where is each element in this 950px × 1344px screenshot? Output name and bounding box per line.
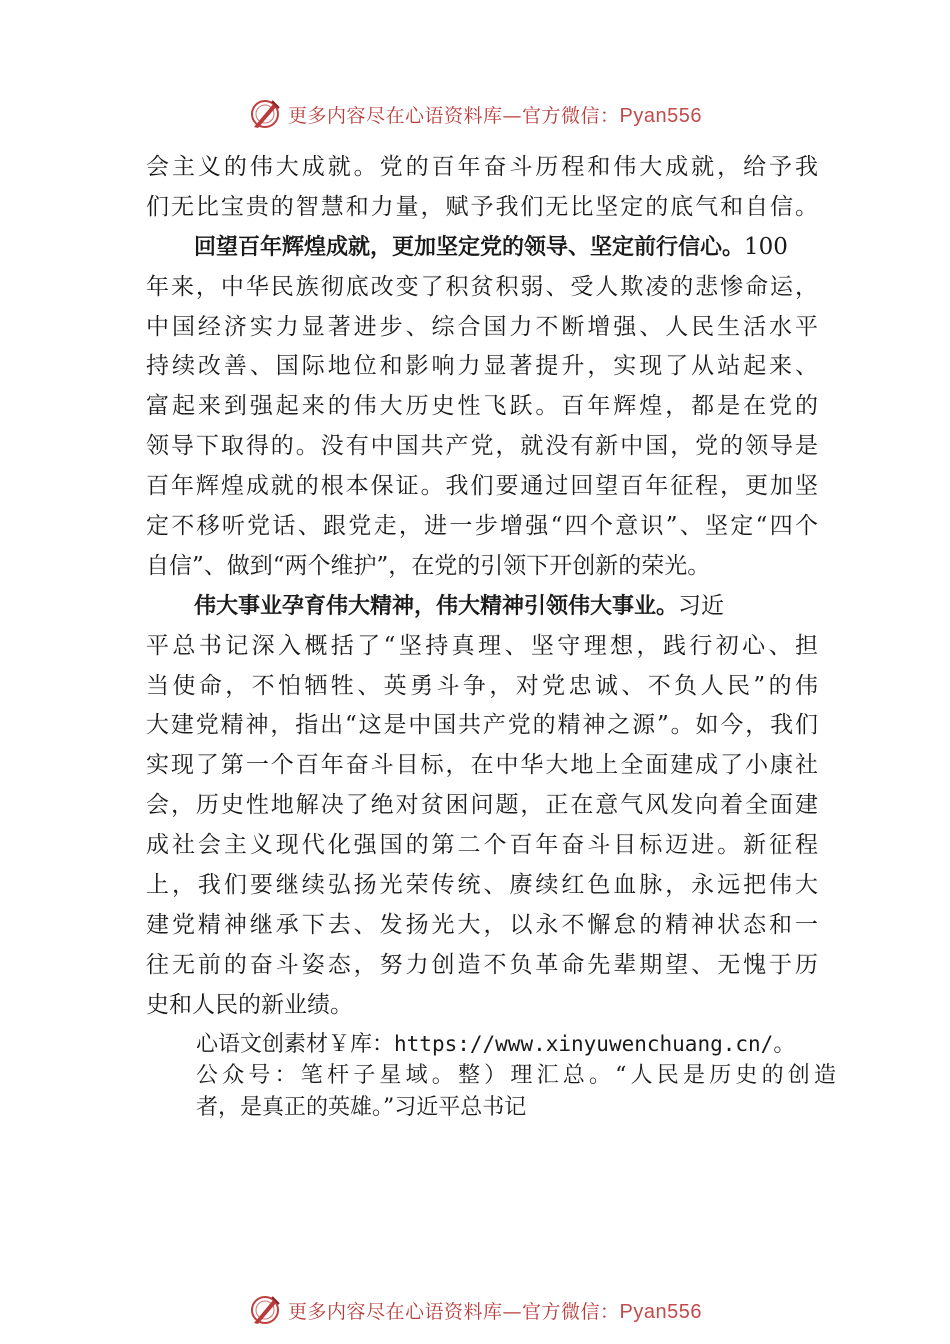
watermark-official: 官方微信： [522, 104, 620, 127]
header-watermark [0, 94, 950, 134]
quill-pen-circle-icon [248, 97, 282, 131]
watermark-text [288, 101, 702, 128]
body-line: 上，我们要继续弘扬光荣传统、赓续红色血脉，永远把伟大 [146, 872, 818, 899]
paragraph-heading-line [146, 587, 818, 627]
body-line: 持续改善、国际地位和影响力显著提升，实现了从站起来、 [146, 353, 818, 380]
body-line: 实现了第一个百年奋斗目标，在中华大地上全面建成了小康社 [146, 752, 818, 779]
heading-line-tail: 100 [744, 233, 788, 260]
watermark-handle: Pyan556 [619, 1300, 702, 1323]
paragraph-heading: 伟大事业孕育伟大精神，伟大精神引领伟大事业。 [194, 593, 679, 619]
body-line: 百年辉煌成就的根本保证。我们要通过回望百年征程，更加坚 [146, 473, 818, 500]
note-prefix: 心语文创素材￥库： [196, 1032, 395, 1057]
body-line: 往无前的奋斗姿态，努力创造不负革命先辈期望、无愧于历 [146, 951, 818, 978]
body-line: 定不移听党话、跟党走，进一步增强“四个意识”、坚定“四个 [146, 513, 818, 540]
note-suffix: 。 [773, 1032, 796, 1057]
body-line: 们无比宝贵的智慧和力量，赋予我们无比坚定的底气和自信。 [146, 193, 818, 220]
body-line: 建党精神继承下去、发扬光大，以永不懈怠的精神状态和一 [146, 911, 818, 938]
watermark-text [288, 1297, 702, 1324]
body-line: 自信”、做到“两个维护”，在党的引领下开创新的荣光。 [146, 552, 711, 579]
note-url-link[interactable]: https://www.xinyuwenchuang.cn/ [394, 1032, 774, 1056]
body-line: 会主义的伟大成就。党的百年奋斗历程和伟大成就，给予我 [146, 154, 818, 180]
body-line: 平总书记深入概括了“坚持真理、坚守理想，践行初心、担 [146, 632, 818, 659]
body-line: 领导下取得的。没有中国共产党，就没有新中国，党的领导是 [146, 433, 818, 460]
document-body [146, 148, 818, 1026]
body-line: 中国经济实力显著进步、综合国力不断增强、人民生活水平 [146, 313, 818, 340]
body-line: 史和人民的新业绩。 [146, 991, 353, 1018]
paragraph-heading-line [146, 228, 818, 268]
body-line: 大建党精神，指出“这是中国共产党的精神之源”。如今，我们 [146, 712, 818, 739]
note-line: 者，是真正的英雄。”习近平总书记 [196, 1095, 527, 1120]
heading-line-tail: 习近 [678, 592, 725, 619]
note-line [196, 1028, 836, 1060]
body-line: 年来，中华民族彻底改变了积贫积弱、受人欺凌的悲惨命运， [146, 273, 818, 300]
watermark-brand: 更多内容尽在心语资料库— [288, 104, 523, 127]
watermark-official: 官方微信： [522, 1300, 620, 1323]
watermark-brand: 更多内容尽在心语资料库— [288, 1300, 523, 1323]
paragraph-heading: 回望百年辉煌成就，更加坚定党的领导、坚定前行信心。 [194, 234, 745, 260]
source-note [196, 1028, 836, 1124]
quill-pen-circle-icon [248, 1293, 282, 1327]
footer-watermark [0, 1290, 950, 1330]
note-line: 公众号：笔杆子星域。整）理汇总。“人民是历史的创造 [196, 1063, 836, 1088]
body-line: 当使命，不怕牺牲、英勇斗争，对党忠诚、不负人民”的伟 [146, 672, 818, 699]
body-line: 成社会主义现代化强国的第二个百年奋斗目标迈进。新征程 [146, 832, 818, 859]
watermark-handle: Pyan556 [619, 104, 702, 127]
body-line: 富起来到强起来的伟大历史性飞跃。百年辉煌，都是在党的 [146, 393, 818, 420]
body-line: 会，历史性地解决了绝对贫困问题，正在意气风发向着全面建 [146, 792, 818, 819]
